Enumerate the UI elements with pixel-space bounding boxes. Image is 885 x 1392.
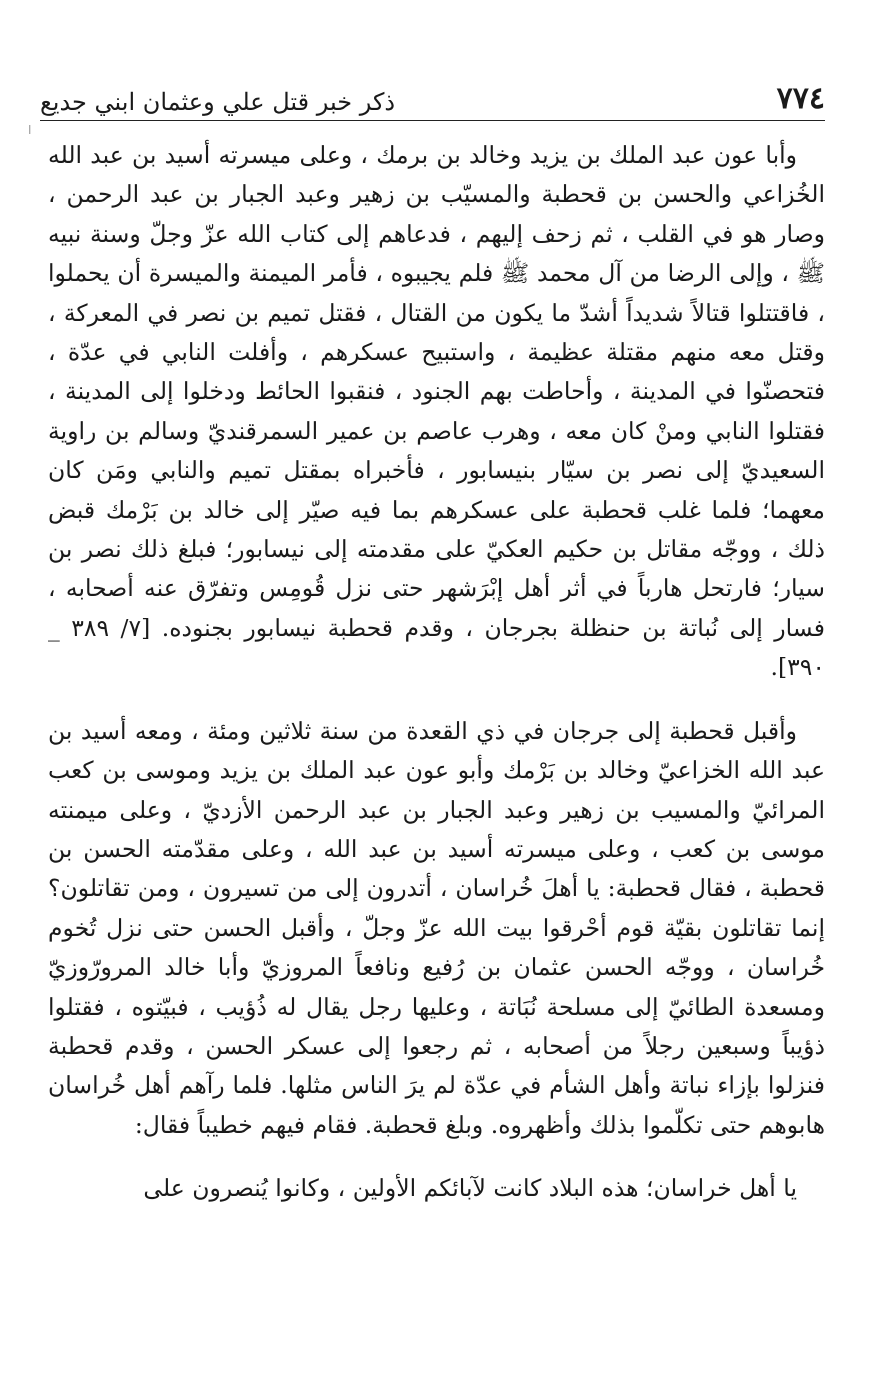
running-title: ذكر خبر قتل علي وعثمان ابني جديع (40, 88, 396, 116)
page-header (40, 70, 825, 121)
body-text (48, 136, 825, 1209)
page-number: ٧٧٤ (776, 81, 825, 116)
paragraph-1: وأبا عون عبد الملك بن يزيد وخالد بن برمك ، وعلى ميسرته أسيد بن عبد الله الخُزاعي والحسن بن قحطبة والمسيّب بن زهير وعبد الجبار بن عبد الرحمن ، وصار هو في القلب ، ثم زحف إليهم ، فدعاهم إلى كتاب الله عزّ وجلّ وسنة نبيه ﷺ ، وإلى الرضا من آل محمد ﷺ فلم يجيبوه ، فأمر الميمنة والميسرة أن يحملوا ، فاقتتلوا قتالاً شديداً أشدّ ما يكون من القتال ، فقتل تميم بن نصر في المعركة ، وقتل معه منهم مقتلة عظيمة ، واستبيح عسكرهم ، وأفلت النابي في عدّة ، فتحصنّوا في المدينة ، وأحاطت بهم الجنود ، فنقبوا الحائط ودخلوا إلى المدينة ، فقتلوا النابي ومنْ كان معه ، وهرب عاصم بن عمير السمرقنديّ وسالم بن راوية السعيديّ إلى نصر بن سيّار بنيسابور ، فأخبراه بمقتل تميم والنابي ومَن كان معهما؛ فلما غلب قحطبة على عسكرهم بما فيه صيّر إلى خالد بن بَرْمك قبض ذلك ، ووجّه مقاتل بن حكيم العكيّ على مقدمته إلى نيسابور؛ فبلغ ذلك نصر بن سيار؛ فارتحل هارباً في أثر أهل إبْرَشهر حتى نزل قُومِس وتفرّق عنه أصحابه ، فسار إلى نُباتة بن حنظلة بجرجان ، وقدم قحطبة نيسابور بجنوده. [٧/ ٣٨٩ _ ٣٩٠]. (48, 141, 825, 682)
margin-mark: ǀ (28, 123, 32, 137)
paragraph-2: وأقبل قحطبة إلى جرجان في ذي القعدة من سنة ثلاثين ومئة ، ومعه أسيد بن عبد الله الخزاعيّ وخالد بن بَرْمك وأبو عون عبد الملك بن يزيد وموسى بن كعب المرائيّ والمسيب بن زهير وعبد الجبار بن عبد الرحمن الأزديّ ، وعلى ميمنته موسى بن كعب ، وعلى ميسرته أسيد بن عبد الله ، وعلى مقدّمته الحسن بن قحطبة ، فقال قحطبة: يا أهلَ خُراسان ، أتدرون إلى من تسيرون ، ومن تقاتلون؟ إنما تقاتلون بقيّة قوم أحْرقوا بيت الله عزّ وجلّ ، وأقبل الحسن حتى نزل تُخوم خُراسان ، ووجّه الحسن عثمان بن رُفيع ونافعاً المروزيّ وأبا خالد المرورّوزيّ ومسعدة الطائيّ إلى مسلحة نُبَاتة ، وعليها رجل يقال له ذُؤيب ، فبيّتوه ، فقتلوا ذؤيباً وسبعين رجلاً من أصحابه ، ثم رجعوا إلى عسكر الحسن ، وقدم قحطبة فنزلوا بإزاء نباتة وأهل الشأم في عدّة لم يرَ الناس مثلها. فلما رآهم أهل خُراسان هابوهم حتى تكلّموا بذلك وأظهروه. وبلغ قحطبة. فقام فيهم خطيباً فقال: (48, 716, 825, 1139)
paragraph-3: يا أهل خراسان؛ هذه البلاد كانت لآبائكم الأولين ، وكانوا يُنصرون على (143, 1174, 797, 1203)
